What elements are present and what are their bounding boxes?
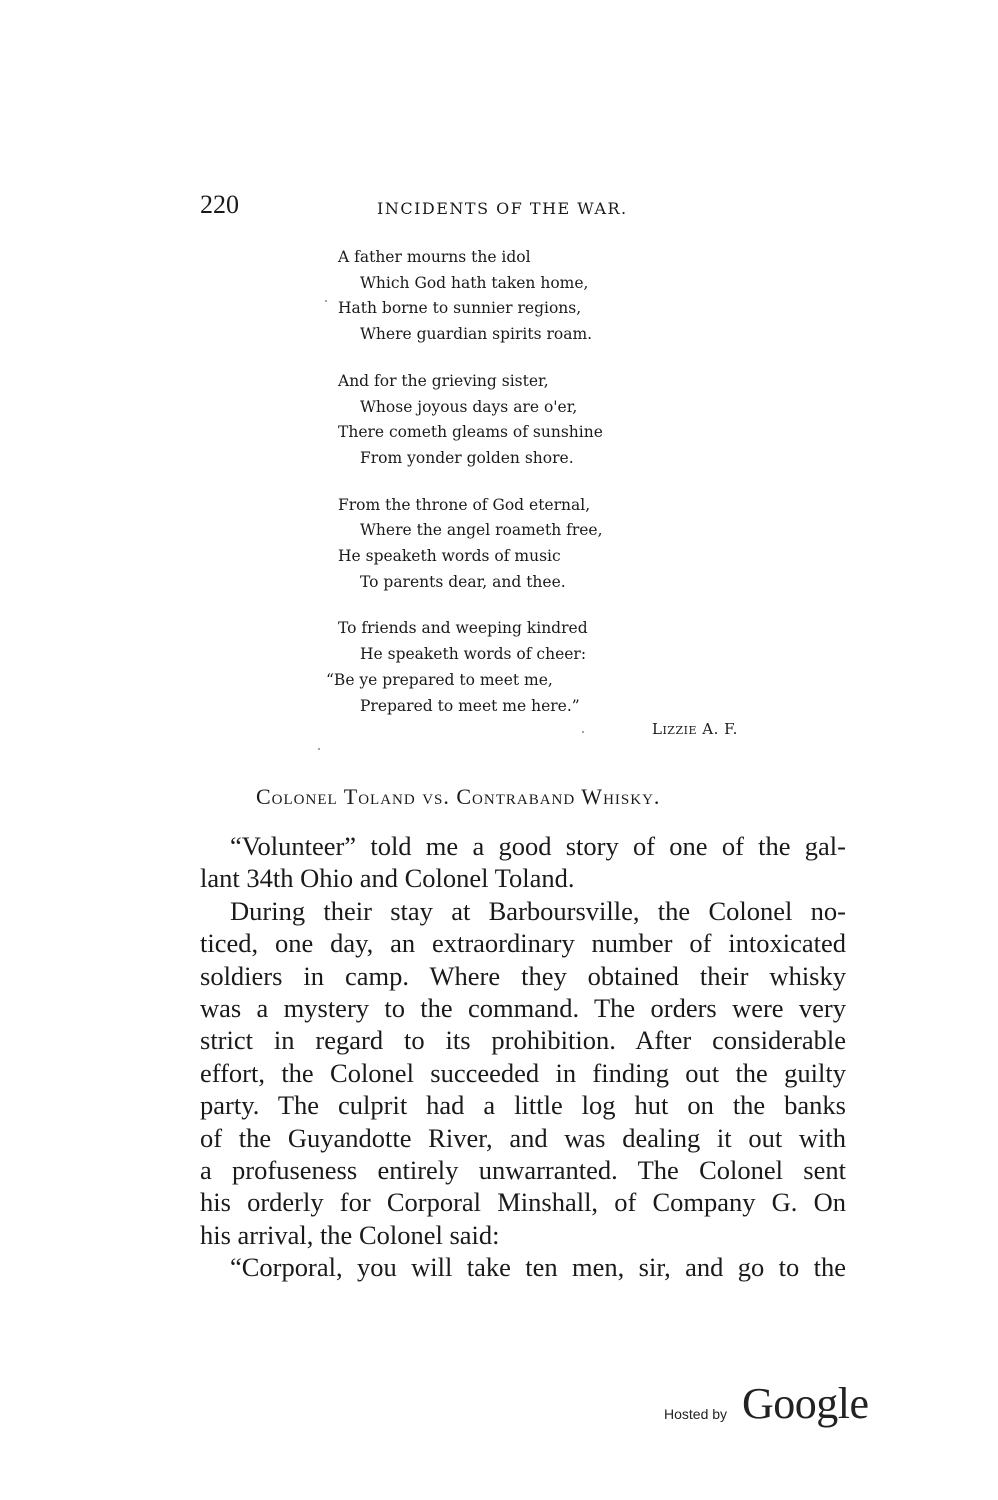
- poem-line: Where the angel roameth free,: [360, 521, 603, 540]
- body-line: effort, the Colonel succeeded in finding out the guilty: [200, 1057, 846, 1088]
- hosted-by-label: Hosted by: [664, 1406, 728, 1422]
- print-speck: [582, 731, 584, 733]
- poem-line: Where guardian spirits roam.: [360, 325, 593, 344]
- poem-line: To friends and weeping kindred: [338, 619, 588, 638]
- body-line: soldiers in camp. Where they obtained their whisky: [200, 960, 846, 991]
- poem-stanza: [338, 493, 778, 596]
- poem-line: Which God hath taken home,: [360, 273, 589, 292]
- body-line: a profuseness entirely unwarranted. The Colonel sent: [200, 1155, 846, 1186]
- google-logo: Google: [742, 1379, 869, 1428]
- poem-line: From yonder golden shore.: [360, 448, 574, 467]
- poem-line: To parents dear, and thee.: [360, 572, 566, 591]
- running-title: INCIDENTS OF THE WAR.: [377, 199, 628, 218]
- body-line: of the Guyandotte River, and was dealing it out with: [200, 1122, 846, 1153]
- body-line: party. The culprit had a little log hut on the banks: [200, 1090, 846, 1121]
- poem-line: And for the grieving sister,: [338, 371, 549, 390]
- poem-line: He speaketh words of music: [338, 547, 561, 566]
- body-line: “Volunteer” told me a good story of one of the gal-: [230, 831, 846, 861]
- poem-attribution: Lizzie A. F.: [652, 720, 738, 738]
- body-line: “Corporal, you will take ten men, sir, and go to the: [230, 1252, 846, 1283]
- poem-line: He speaketh words of cheer:: [360, 645, 587, 664]
- poem-stanza: [338, 245, 778, 348]
- poem: [326, 245, 778, 740]
- body-line: strict in regard to its prohibition. After considerable: [200, 1025, 846, 1056]
- page-number: 220: [200, 190, 239, 219]
- poem-line: Whose joyous days are o'er,: [360, 397, 578, 416]
- body-line: ticed, one day, an extraordinary number of intoxicated: [200, 928, 846, 959]
- poem-stanza: [326, 616, 778, 719]
- poem-line: A father mourns the idol: [338, 248, 531, 266]
- body-line: was a mystery to the command. The orders were very: [200, 993, 846, 1024]
- poem-line: From the throne of God eternal,: [338, 495, 591, 514]
- body-text: [200, 830, 846, 1284]
- poem-line: Hath borne to sunnier regions,: [338, 299, 582, 318]
- body-line: his arrival, the Colonel said:: [200, 1219, 500, 1250]
- print-speck: [318, 748, 320, 750]
- body-line: his orderly for Corporal Minshall, of Company G. On: [200, 1187, 846, 1218]
- poem-line: Prepared to meet me here.”: [360, 696, 580, 715]
- body-line: During their stay at Barboursville, the Colonel no-: [230, 895, 846, 926]
- poem-line: “Be ye prepared to meet me,: [326, 670, 553, 689]
- print-speck: [325, 300, 327, 302]
- poem-line: There cometh gleams of sunshine: [338, 423, 603, 442]
- section-title: Colonel Toland vs. Contraband Whisky.: [256, 784, 661, 809]
- body-line: lant 34th Ohio and Colonel Toland.: [200, 863, 575, 894]
- poem-stanza: [338, 369, 778, 472]
